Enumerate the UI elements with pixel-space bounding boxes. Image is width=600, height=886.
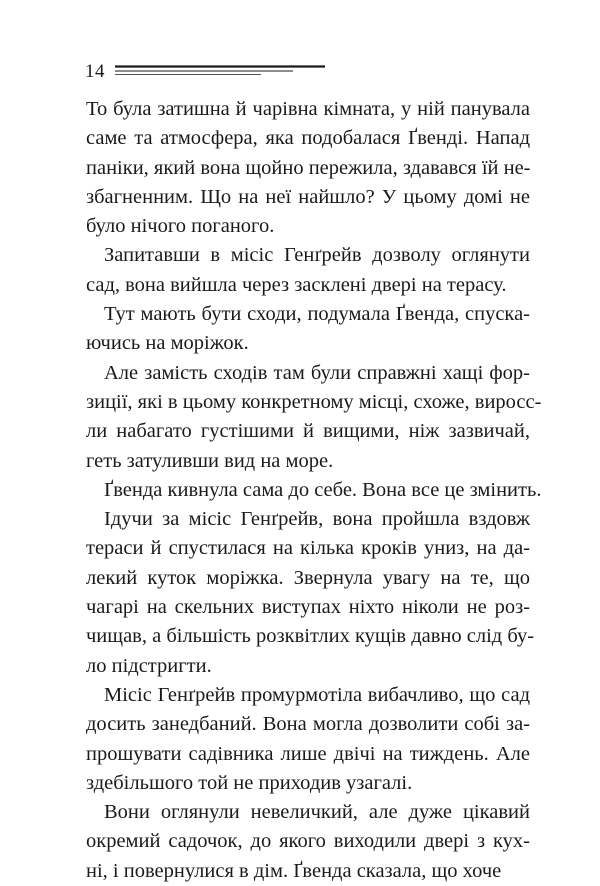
- paragraph: [86, 681, 530, 798]
- text-line: То була затишна й чарівна кімната, у ній панувала: [86, 98, 530, 120]
- text-line: Ідучи за місіс Генґрейв, вона пройшла вздовж: [104, 508, 530, 531]
- text-line: Але замість сходів там були справжні хащі фор-: [104, 361, 530, 384]
- page-number: 14: [85, 61, 105, 82]
- text-line: ли набагато густішими й вищими, ніж зазвичай,: [86, 420, 530, 443]
- text-line: паніки, який вона щойно пережила, здавався їй не-: [86, 156, 531, 179]
- paragraph: [86, 476, 542, 505]
- text-line: сад, вона вийшла через засклені двері на терасу.: [86, 273, 507, 296]
- text-line: чагарі на скельних виступах ніхто ніколи не роз-: [86, 596, 530, 619]
- paragraph: [86, 300, 530, 359]
- page-header: [85, 58, 330, 88]
- text-line: саме та атмосфера, яка подобалася Ґвенді. Напад: [86, 127, 530, 150]
- text-line: Місіс Генґрейв промурмотіла вибачливо, що сад: [104, 683, 530, 706]
- paragraph: [86, 241, 530, 300]
- text-line: чищав, а більшість розквітлих кущів давно слід бу-: [86, 625, 535, 648]
- paragraph: [86, 798, 530, 886]
- text-line: лекий куток моріжка. Звернула увагу на те, що: [86, 566, 530, 589]
- text-line: ні, і повернулися в дім. Ґвенда сказала, що хоче: [86, 859, 502, 882]
- text-line: геть затуливши вид на море.: [86, 449, 334, 472]
- paragraph: [86, 359, 542, 476]
- text-line: окремий садочок, до якого виходили двері з кух-: [86, 830, 530, 853]
- paragraph: [86, 95, 530, 241]
- text-line: досить занедбаний. Вона могла дозволити собі за-: [86, 713, 530, 736]
- text-line: зиції, які в цьому конкретному місці, схоже, виросс-: [86, 390, 542, 413]
- header-rule: [115, 58, 327, 78]
- text-line: Запитавши в місіс Генґрейв дозволу оглянути: [104, 244, 530, 267]
- paragraph: [86, 505, 535, 681]
- text-line: прошувати садівника лише двічі на тиждень. Але: [86, 742, 530, 765]
- text-line: Ґвенда кивнула сама до себе. Вона все це змінить.: [104, 478, 542, 501]
- text-line: ло підстригти.: [86, 654, 212, 677]
- text-line: збагненним. Що на неї найшло? У цьому домі не: [86, 185, 530, 208]
- text-line: тераси й спустилася на кілька кроків униз, на да-: [86, 537, 530, 560]
- body-text: [86, 95, 542, 886]
- text-line: було нічого поганого.: [86, 215, 275, 238]
- text-line: ючись на моріжок.: [86, 332, 249, 355]
- text-line: Вони оглянули невеличкий, але дуже цікавий: [104, 801, 530, 824]
- text-line: Тут мають бути сходи, подумала Ґвенда, спуска-: [104, 303, 530, 326]
- text-line: здебільшого той не приходив узагалі.: [86, 771, 413, 794]
